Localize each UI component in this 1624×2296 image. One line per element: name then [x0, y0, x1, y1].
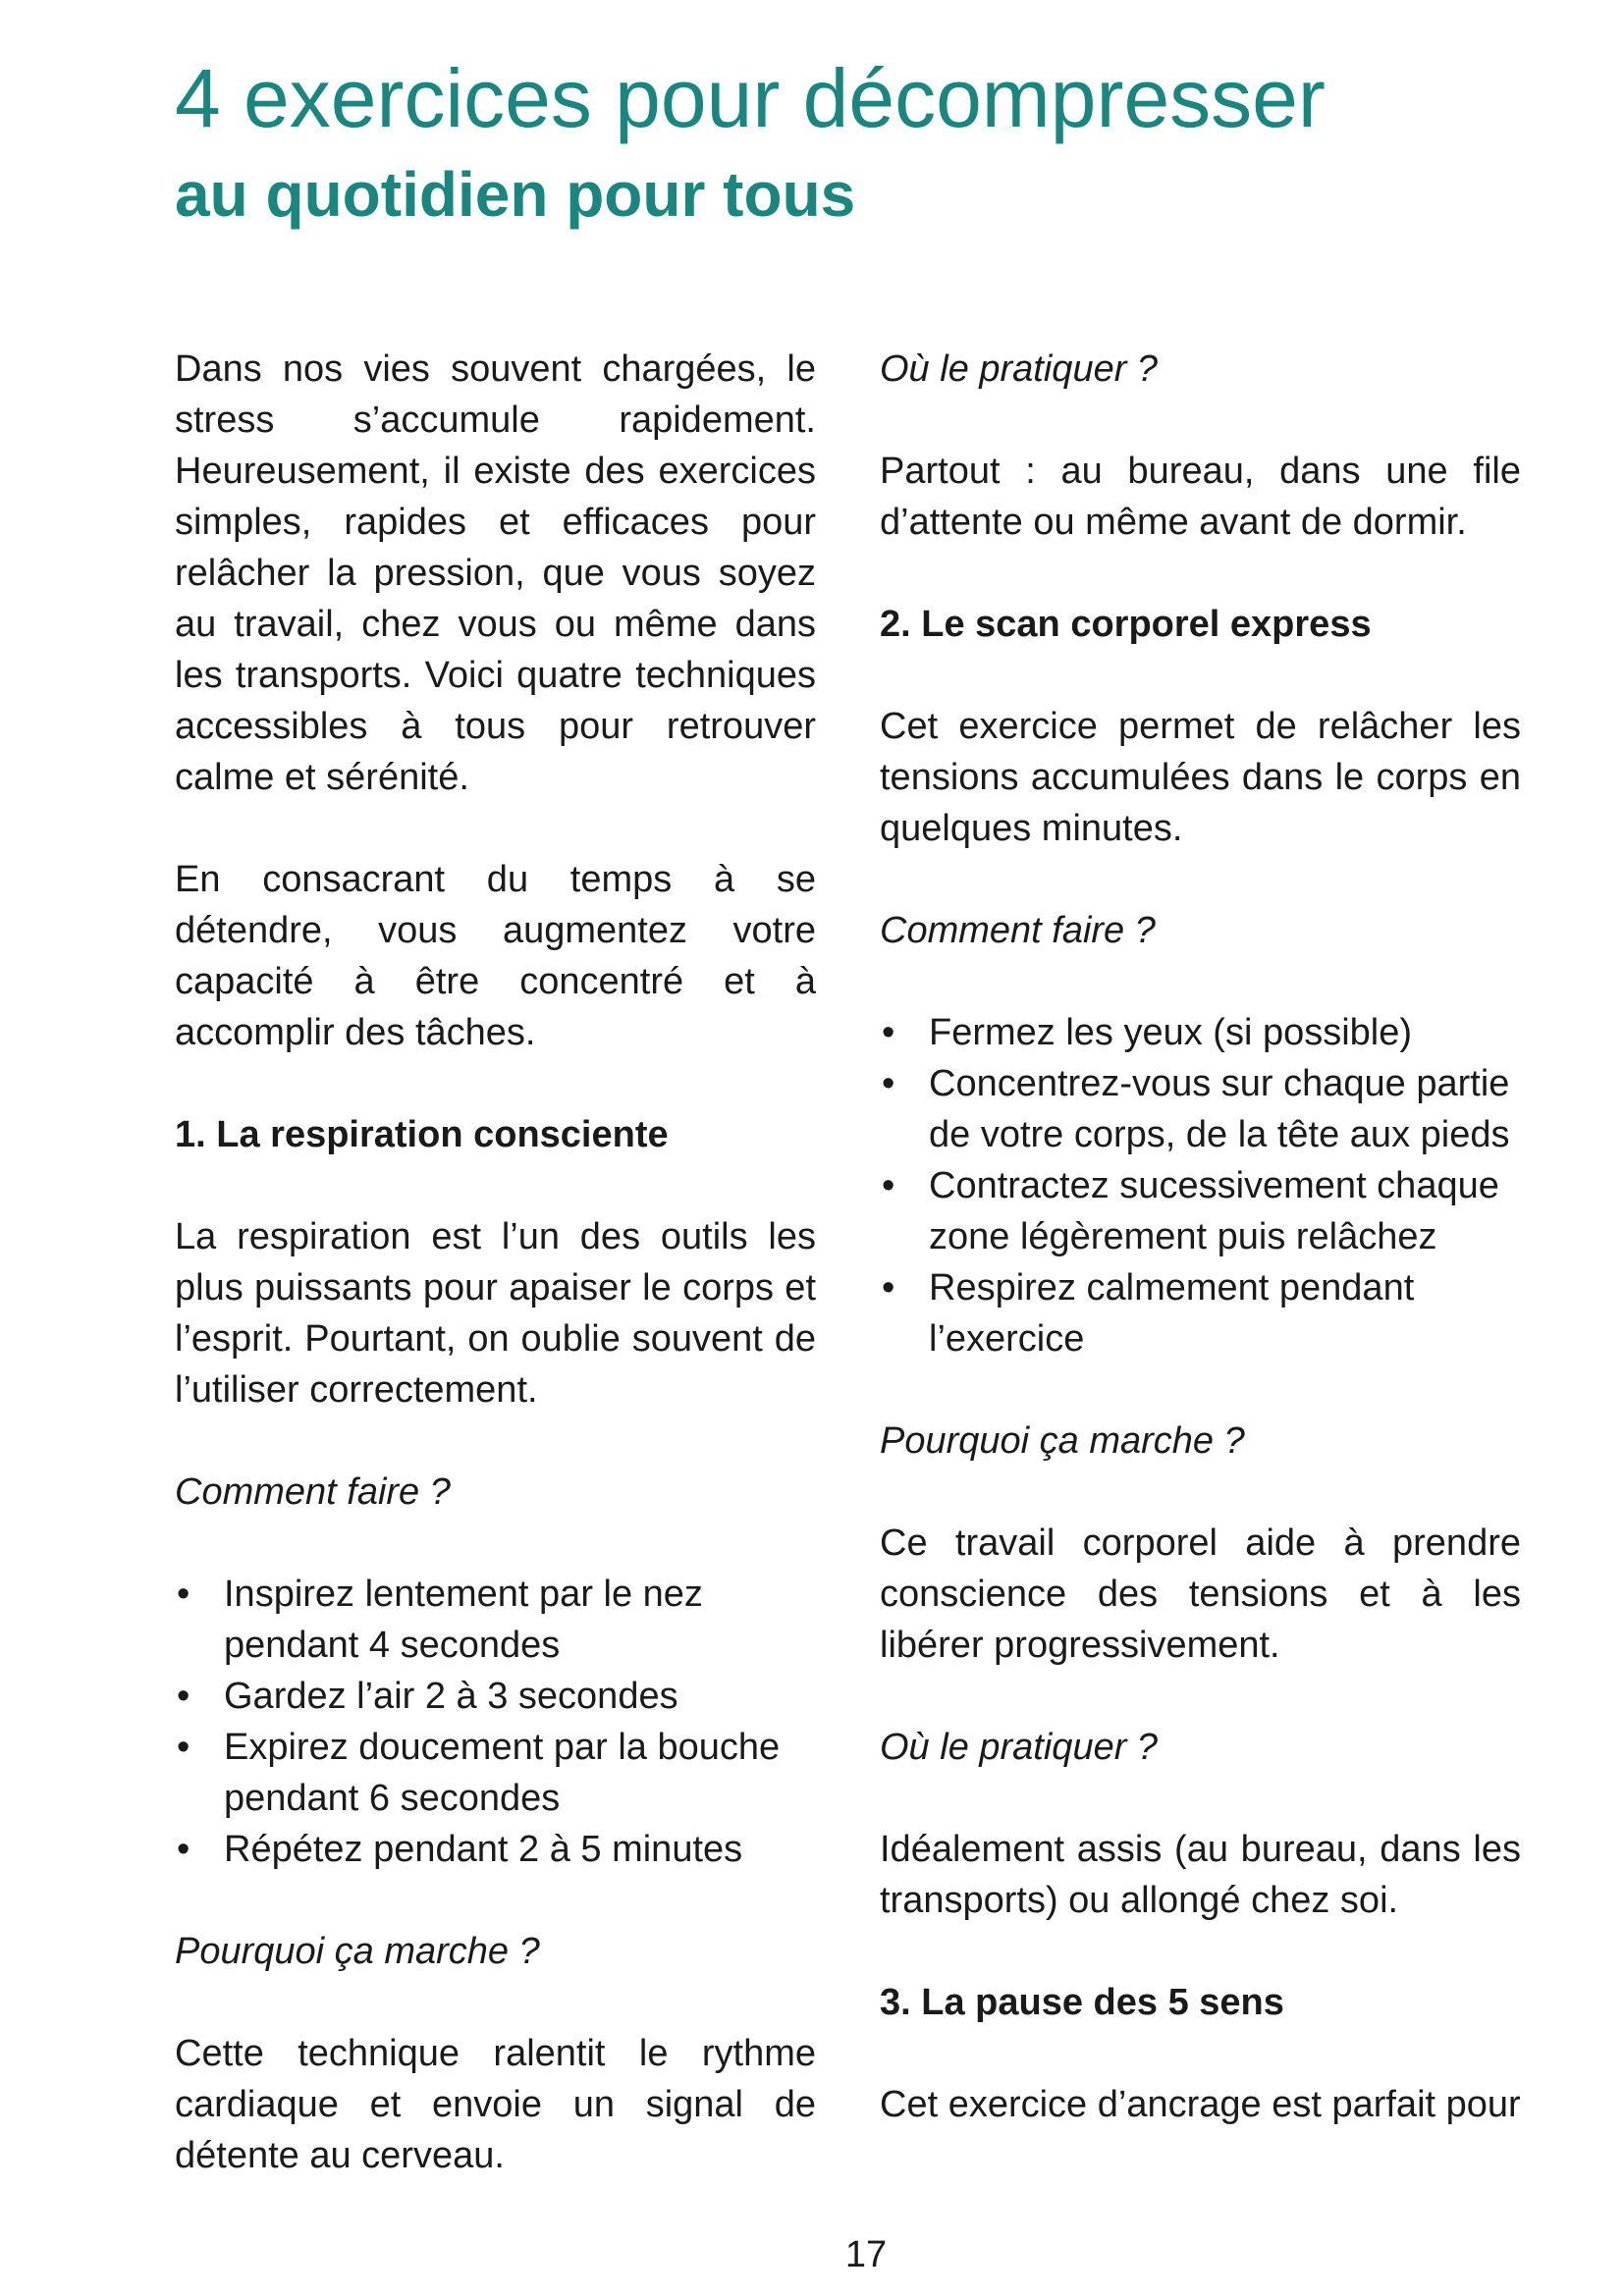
page-title: 4 exercices pour décompresser [175, 52, 1326, 144]
page-subtitle: au quotidien pour tous [175, 159, 856, 230]
section-2-where-heading: Où le pratiquer ? [880, 1727, 1159, 1768]
section-2-how-heading: Comment faire ? [880, 910, 1156, 951]
section-3-text: Cet exercice d’ancrage est parfait pour [880, 2084, 1521, 2125]
section-1-text: La respiration est l’un des outils les plus puissants pour apaiser le corps et l’esprit. Pourtant, on oublie souvent de l’utiliser correctement. [175, 1216, 816, 1411]
section-2-why-heading: Pourquoi ça marche ? [880, 1420, 1245, 1462]
list-item: • Expirez doucement par la bouche pendant 6 secondes [175, 1722, 816, 1824]
list-item: • Gardez l’air 2 à 3 secondes [175, 1671, 816, 1722]
section-2-steps-list [880, 1007, 1521, 1364]
page-number: 17 [844, 2234, 888, 2275]
list-item: • Contractez sucessivement chaque zone légèrement puis relâchez [880, 1160, 1521, 1262]
section-heading-2: 2. Le scan corporel express [880, 604, 1372, 645]
list-item: • Répétez pendant 2 à 5 minutes [175, 1824, 816, 1875]
section-heading-1: 1. La respiration consciente [175, 1114, 669, 1155]
right-column [880, 344, 1521, 2130]
section-2-where-text: Idéalement assis (au bureau, dans les transports) ou allongé chez soi. [880, 1829, 1521, 1921]
section-2-text: Cet exercice permet de relâcher les tensions accumulées dans le corps en quelques minutes. [880, 706, 1521, 849]
list-item: • Concentrez-vous sur chaque partie de votre corps, de la tête aux pieds [880, 1058, 1521, 1160]
section-1-where-heading: Où le pratiquer ? [880, 348, 1159, 390]
section-1-why-heading: Pourquoi ça marche ? [175, 1931, 540, 1972]
left-column [175, 344, 816, 2181]
section-1-why-text: Cette technique ralentit le rythme cardiaque et envoie un signal de détente au cerveau. [175, 2033, 816, 2176]
list-item: • Inspirez lentement par le nez pendant 4 secondes [175, 1569, 816, 1671]
intro-paragraph: Dans nos vies souvent chargées, le stress s’accumule rapidement. Heureusement, il existe des exercices simples, rapides et efficaces pour relâcher la pression, que vous soyez au travail, chez vous ou même dans les transports. Voici quatre techniques accessibles à tous pour retrouver calme et sérénité. [175, 348, 816, 798]
list-item: • Respirez calmement pendant l’exercice [880, 1262, 1521, 1364]
section-1-where-text: Partout : au bureau, dans une file d’attente ou même avant de dormir. [880, 451, 1521, 543]
section-2-why-text: Ce travail corporel aide à prendre conscience des tensions et à les libérer progressivement. [880, 1522, 1521, 1666]
intro-paragraph-2: En consacrant du temps à se détendre, vous augmentez votre capacité à être concentré et à accomplir des tâches. [175, 859, 816, 1053]
section-heading-3: 3. La pause des 5 sens [880, 1982, 1284, 2023]
section-1-steps-list [175, 1569, 816, 1875]
section-1-how-heading: Comment faire ? [175, 1471, 451, 1513]
list-item: • Fermez les yeux (si possible) [880, 1007, 1521, 1058]
